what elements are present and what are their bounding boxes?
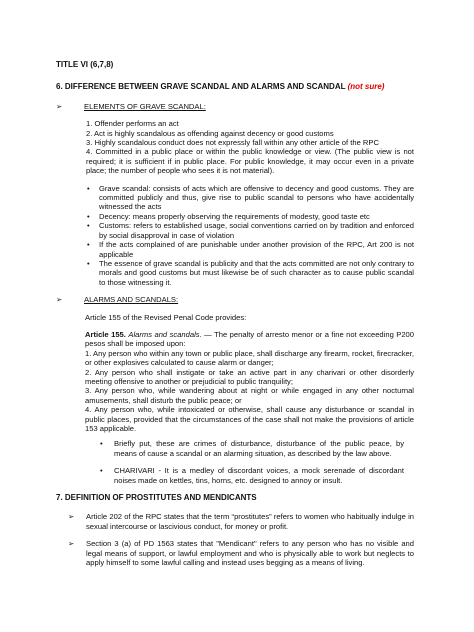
article-text: — The penalty of arresto menor or a fine not exceeding P200 pesos shall be imposed upon: [85, 329, 414, 349]
arrow-bullet-icon: ➢ [56, 101, 63, 111]
list-item-text: Customs: refers to established usage, social conventions carried on by tradition and enforced by social disapproval in case of violation [99, 221, 414, 240]
mendicants-definition [56, 539, 414, 567]
grave-scandal-bullets [56, 184, 414, 287]
article-155 [56, 330, 414, 433]
section-6-title: 6. DIFFERENCE BETWEEN GRAVE SCANDAL AND ALARMS AND SCANDAL [56, 82, 346, 92]
article-title: Alarms and scandals. [128, 329, 202, 339]
article-item: 4. Any person who, while intoxicated or otherwise, shall cause any disturbance or scandal in public places, provided that the circumstances of the case shall not make the provisions of article 153 applicable. [85, 405, 414, 433]
list-item-text: Grave scandal: consists of acts which are offensive to decency and good customs. They are committed publicly and thus, give rise to public scandal to persons who have accidentally witnessed the acts [99, 183, 414, 212]
list-item-text: CHARIVARI - It is a medley of discordant voices, a mock serenade of discordant noises made on kettles, tins, horns, etc. designed to annoy or insult. [114, 466, 404, 485]
elements-heading-row [56, 102, 414, 111]
alarms-intro: Article 155 of the Revised Penal Code provides: [85, 312, 247, 322]
elements-line: 4. Committed in a public place or within the public knowledge or view. (The public view is not required; it is sufficient if in public place. For public knowledge, it may occur even in a private place; the number of people who sees it is not material). [86, 147, 414, 176]
arrow-bullet-icon: ➢ [68, 539, 75, 549]
list-item-text: Briefly put, these are crimes of disturbance, disturbance of the public peace, by means of cause a scandal or an alarming situation, as described by the law above. [114, 439, 404, 458]
elements-heading: ELEMENTS OF GRAVE SCANDAL: [84, 101, 206, 111]
alarms-heading: ALARMS AND SCANDALS: [84, 295, 179, 305]
elements-line: 1. Offender performs an act [86, 119, 179, 129]
article-item: 1. Any person who within any town or public place, shall discharge any firearm, rocket, firecracker, or other explosives calculated to cause alarm or danger; [85, 348, 414, 368]
list-item [87, 211, 414, 221]
bullet-dot-icon: • [87, 183, 90, 193]
list-item-text: The essence of grave scandal is publicity and that the acts committed are not only contrary to morals and good customs but must likewise be of such character as to cause public scandal to those witnessing it. [99, 258, 414, 287]
list-item [100, 439, 404, 458]
bullet-dot-icon: • [87, 221, 90, 231]
section-6-heading [56, 82, 414, 91]
paragraph-text: Article 202 of the RPC states that the term “prostitutes” refers to women who habitually indulge in sexual intercourse or lascivious conduct, for money or profit. [86, 512, 414, 531]
elements-line: 2. Act is highly scandalous as offending against decency or good customs [86, 128, 334, 138]
list-item-text: If the acts complained of are punishable under another provision of the RPC, Art 200 is not applicable [99, 240, 414, 259]
list-item [87, 183, 414, 212]
alarms-heading-row [56, 295, 414, 304]
list-item [87, 258, 414, 287]
bullet-dot-icon: • [87, 211, 90, 221]
arrow-bullet-icon: ➢ [56, 295, 63, 305]
article-item: 3. Any person who, while wandering about at night or while engaged in any other nocturnal amusements, shall disturb the public peace; or [85, 386, 414, 405]
paragraph-text: Section 3 (a) of PD 1563 states that "Mendicant" refers to any person who has no visible and legal means of support, or lawful employment and who is physically able to work but neglects to apply himself to some lawful calling and instead uses begging as a means of living. [86, 539, 414, 568]
bullet-dot-icon: • [100, 466, 103, 476]
bullet-dot-icon: • [87, 258, 90, 268]
list-item [87, 240, 414, 259]
article-155-lead [85, 330, 414, 349]
bullet-dot-icon: • [87, 240, 90, 250]
section-7-heading: 7. DEFINITION OF PROSTITUTES AND MENDICANTS [56, 493, 257, 503]
elements-line: 3. Highly scandalous conduct does not expressly fall within any other article of the RPC [86, 138, 379, 148]
list-item-text: Decency: means properly observing the requirements of modesty, good taste etc [99, 211, 370, 221]
article-label: Article 155. [85, 329, 126, 339]
section-6-note: (not sure) [347, 82, 385, 92]
arrow-bullet-icon: ➢ [68, 512, 75, 522]
article-item: 2. Any person who shall instigate or take an active part in any charivari or other disorderly meeting offensive to another or prejudicial to public tranquility; [85, 367, 414, 386]
prostitutes-definition [56, 512, 414, 531]
list-item [87, 221, 414, 240]
list-item [100, 466, 404, 485]
elements-list [56, 119, 414, 175]
document-title: TITLE VI (6,7,8) [56, 60, 114, 69]
alarms-bullets [56, 439, 414, 485]
bullet-dot-icon: • [100, 439, 103, 449]
